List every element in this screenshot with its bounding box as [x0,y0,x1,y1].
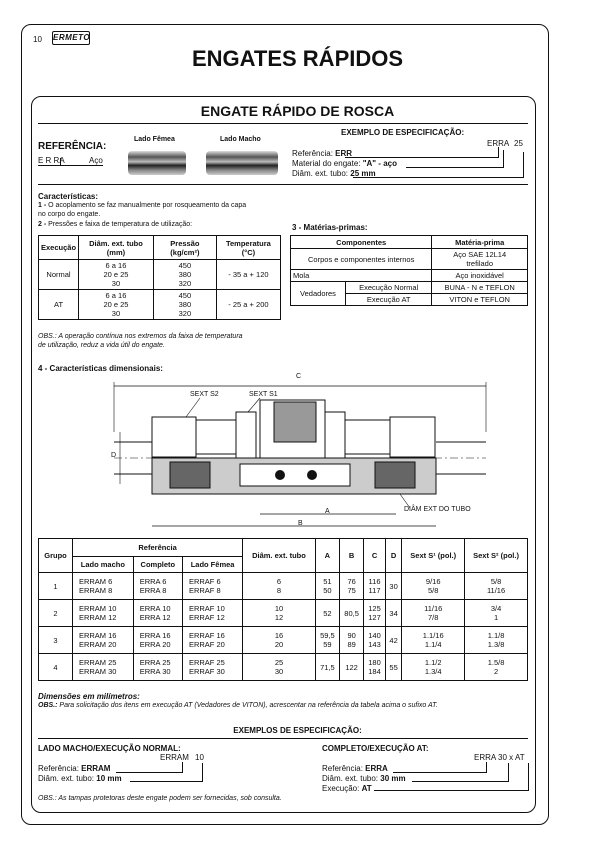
table-cell: 122 [340,654,364,681]
spec-code-a: ERRA [487,139,510,148]
table-header: Grupo [39,539,73,573]
table-cell: 320 [178,279,192,288]
table-cell: ERRAM 12 [78,613,117,622]
example-value: 10 mm [96,774,122,783]
table-cell: ERRAF 10 [188,604,225,613]
table-cell: 1.5/8 [487,658,505,667]
spec-line-label: Diâm. ext. tubo: [292,169,351,178]
table-header: Temperatura (°C) [216,236,280,260]
table-cell: Aço SAE 12L14 [453,250,507,259]
table-header: Referência [72,539,242,557]
dim-label-b: B [298,520,303,527]
table-cell: ERRA 25 [139,658,171,667]
table-cell: 30 [111,309,121,318]
example-left-code-a: ERRAM [160,753,189,762]
example-value: ERRAM [81,764,111,773]
item-number: 1 - [38,202,47,209]
table-row [291,282,528,294]
table-cell: 143 [368,640,381,649]
spec-line-value: 25 mm [350,169,376,178]
characteristic-text: no corpo do engate. [38,211,101,218]
table-row [39,573,528,600]
spec-line-value: "A" - aço [362,159,397,168]
example-left-code-b: 10 [195,753,204,762]
table-cell: 76 [347,577,356,586]
table-cell: 127 [368,613,381,622]
table-cell: ERRAF 12 [188,613,225,622]
table-cell: Mola [291,270,432,282]
table-cell: trefilado [466,259,494,268]
table-cell: 25 [274,658,284,667]
table-cell: 52 [315,600,339,627]
table-header: Pressão (kg/cm²) [153,236,216,260]
table-cell: ERRA 16 [139,631,171,640]
table-row [39,600,528,627]
example-right-code-c: AT [514,753,525,762]
table-header: Diâm. ext. tubo (mm) [79,236,154,260]
table-cell: 1 [493,613,499,622]
table-cell: 140 [368,631,381,640]
table-cell: 3 [39,627,73,654]
table-cell: 380 [178,300,192,309]
reference-heading: REFERÊNCIA: [38,141,107,152]
example-right-code-b: 30 [498,753,507,762]
table-cell: 7/8 [427,613,439,622]
table-row [39,290,281,320]
table-row [291,270,528,282]
example-right-code-a: ERRA [474,753,496,762]
example-right-heading: COMPLETO/EXECUÇÃO AT: [322,744,429,753]
table-cell: ERRAM 10 [78,604,117,613]
table-cell: ERRAF 8 [188,586,221,595]
table-cell: 1.1/8 [487,631,505,640]
table-cell: 380 [178,270,192,279]
example-bracket [130,763,203,782]
table-cell: 1.1/4 [424,640,442,649]
table-header: C [364,539,386,573]
materials-table [290,235,528,306]
page-number: 10 [33,35,42,44]
table-row [39,654,528,681]
table-cell: ERRA 10 [139,604,171,613]
example-bracket [374,763,529,791]
table-cell: 10 [274,604,284,613]
table-cell: BUNA - N e TEFLON [432,282,528,294]
pressure-obs: de utilização, reduz a vida útil do engate. [38,342,165,349]
table-cell: 11/16 [424,604,443,613]
table-cell: - 35 a + 120 [216,260,280,290]
table-cell: 12 [274,613,284,622]
example-value: AT [361,784,372,793]
divider [38,738,528,739]
examples-obs: OBS.: As tampas protetoras deste engate podem ser fornecidas, sob consulta. [38,795,282,802]
dimensional-heading: 4 - Características dimensionais: [38,364,163,373]
reference-underline [38,165,103,166]
table-cell: ERRA 6 [139,577,167,586]
table-header: Lado macho [72,557,133,573]
table-cell: 6 a 16 [105,291,127,300]
table-cell: 20 e 25 [103,300,129,309]
example-right-code-x: x [509,753,514,762]
female-coupling-photo [128,151,186,175]
label-sext1: SEXT S1 [249,391,278,398]
characteristics-heading: Características: [38,192,99,201]
table-cell: 20 e 25 [103,270,129,279]
table-header: D [385,539,401,573]
example-value: 30 mm [380,774,406,783]
example-label: Diâm. ext. tubo: [322,774,381,783]
pressure-table [38,235,281,320]
table-cell: 184 [368,667,381,676]
table-row [39,260,281,290]
table-header: Completo [133,557,182,573]
example-label: Diâm. ext. tubo: [38,774,97,783]
example-left-heading: LADO MACHO/EXECUÇÃO NORMAL: [38,744,181,753]
table-cell: ERRAM 30 [78,667,117,676]
table-cell: 450 [178,261,192,270]
table-cell: ERRAF 16 [188,631,225,640]
table-cell: ERRAF 6 [188,577,221,586]
table-cell: 75 [347,586,356,595]
spec-line-label: Referência: [292,149,336,158]
table-cell: ERRAM 16 [78,631,117,640]
dimensions-table [38,538,528,681]
table-cell: 90 [347,631,356,640]
table-cell: ERRAM 6 [78,577,113,586]
table-cell: 5/8 [427,586,439,595]
table-cell: ERRA 20 [139,640,171,649]
table-cell: ERRAM 25 [78,658,117,667]
spec-line-label: Material do engate: [292,159,363,168]
table-cell: ERRAF 30 [188,667,225,676]
example-label: Referência: [322,764,366,773]
table-cell: ERRA 30 [139,667,171,676]
table-row [39,627,528,654]
table-row [291,249,528,270]
table-cell: 320 [178,309,192,318]
table-cell: 2 [39,600,73,627]
label-female-side: Lado Fêmea [134,136,175,143]
obs-text: Para solicitação dos itens em execução AT (Vedadores de VITON), acrescentar na referência da tabela acima o sufixo AT. [57,702,438,709]
label-tube-diameter: DIÂM EXT DO TUBO [404,506,471,513]
table-cell: ERRAF 25 [188,658,225,667]
reference-tick [60,158,61,165]
table-header: Matéria-prima [432,236,528,249]
table-cell: 20 [274,640,284,649]
table-cell: 1.3/4 [424,667,442,676]
label-male-side: Lado Macho [220,136,261,143]
reference-code: E R RA [38,156,65,165]
table-header: Execução [39,236,79,260]
table-cell: 51 [323,577,332,586]
table-cell: ERRAF 20 [188,640,225,649]
characteristic-text: O acoplamento se faz manualmente por rosqueamento da capa [46,202,247,209]
table-cell: 59,5 [320,631,335,640]
table-cell: 1.1/2 [424,658,442,667]
page-title: ENGATES RÁPIDOS [191,46,404,71]
table-cell: ERRAM 8 [78,586,113,595]
table-cell: 450 [178,291,192,300]
spec-example-heading: EXEMPLO DE ESPECIFICAÇÃO: [341,128,465,137]
dim-label-a: A [325,508,330,515]
table-cell: Execução AT [345,294,431,306]
table-cell: Execução Normal [345,282,431,294]
table-cell: 117 [368,586,381,595]
table-cell: 1 [39,573,73,600]
table-cell: - 25 a + 200 [216,290,280,320]
table-header: B [340,539,364,573]
table-cell: Normal [39,260,79,290]
table-cell: 34 [385,600,401,627]
table-cell: 3/4 [490,604,502,613]
materials-heading: 3 - Matérias-primas: [292,223,368,232]
table-cell: AT [39,290,79,320]
dim-label-c: C [296,373,302,380]
brand-logo: ERMETO [52,31,90,45]
table-cell: 6 [276,577,282,586]
table-cell: 16 [274,631,284,640]
table-cell: 5/8 [490,577,502,586]
male-coupling-photo [206,151,278,175]
divider [38,184,528,185]
characteristic-text: Pressões e faixa de temperatura de utilização: [46,221,193,228]
table-cell: ERRA 12 [139,613,171,622]
obs-label: OBS.: [38,702,58,709]
table-cell: 59 [323,640,332,649]
dimensions-note: Dimensões em milímetros: [38,692,140,701]
table-cell: ERRA 8 [139,586,167,595]
table-cell: 89 [347,640,356,649]
item-number: 2 - [38,221,47,228]
table-cell: 116 [368,577,381,586]
spec-line-value: ERR [335,149,353,158]
table-header: Sext S¹ (pol.) [402,539,465,573]
table-cell: Corpos e componentes internos [291,249,432,270]
section-title: ENGATE RÁPIDO DE ROSCA [200,103,395,119]
divider [38,123,528,124]
table-header: Diâm. ext. tubo [243,539,316,573]
table-header: Componentes [291,236,432,249]
table-header: Lado Fêmea [182,557,242,573]
table-cell: 30 [385,573,401,600]
reference-material: Aço [89,156,103,165]
table-cell: 80,5 [340,600,364,627]
label-sext2: SEXT S2 [190,391,219,398]
table-cell: 9/16 [425,577,441,586]
dim-label-d: D [111,452,117,459]
table-cell: 50 [323,586,332,595]
pressure-obs: OBS.: A operação contínua nos extremos da faixa de temperatura [38,333,243,340]
example-value: ERRA [365,764,388,773]
table-cell: 180 [368,658,381,667]
table-cell: 55 [385,654,401,681]
table-cell: VITON e TEFLON [432,294,528,306]
table-cell: 30 [111,279,121,288]
table-cell: 1.1/16 [422,631,444,640]
table-cell: 8 [276,586,282,595]
table-cell: 4 [39,654,73,681]
table-header: A [315,539,339,573]
spec-code-b: 25 [514,139,523,148]
table-cell: 2 [493,667,499,676]
table-header: Sext S² (pol.) [465,539,528,573]
table-cell: 1.3/8 [487,640,505,649]
table-cell: 71,5 [315,654,339,681]
table-cell: Vedadores [291,282,346,306]
table-cell: 11/16 [486,586,506,595]
table-cell: 125 [368,604,381,613]
table-cell: 30 [274,667,284,676]
spec-bracket [353,152,524,178]
table-cell: 42 [385,627,401,654]
table-cell: 6 a 16 [105,261,127,270]
examples-heading: EXEMPLOS DE ESPECIFICAÇÃO: [233,726,362,735]
table-cell: ERRAM 20 [78,640,117,649]
example-label: Execução: [322,784,362,793]
table-cell: Aço inoxidável [432,270,528,282]
example-label: Referência: [38,764,82,773]
